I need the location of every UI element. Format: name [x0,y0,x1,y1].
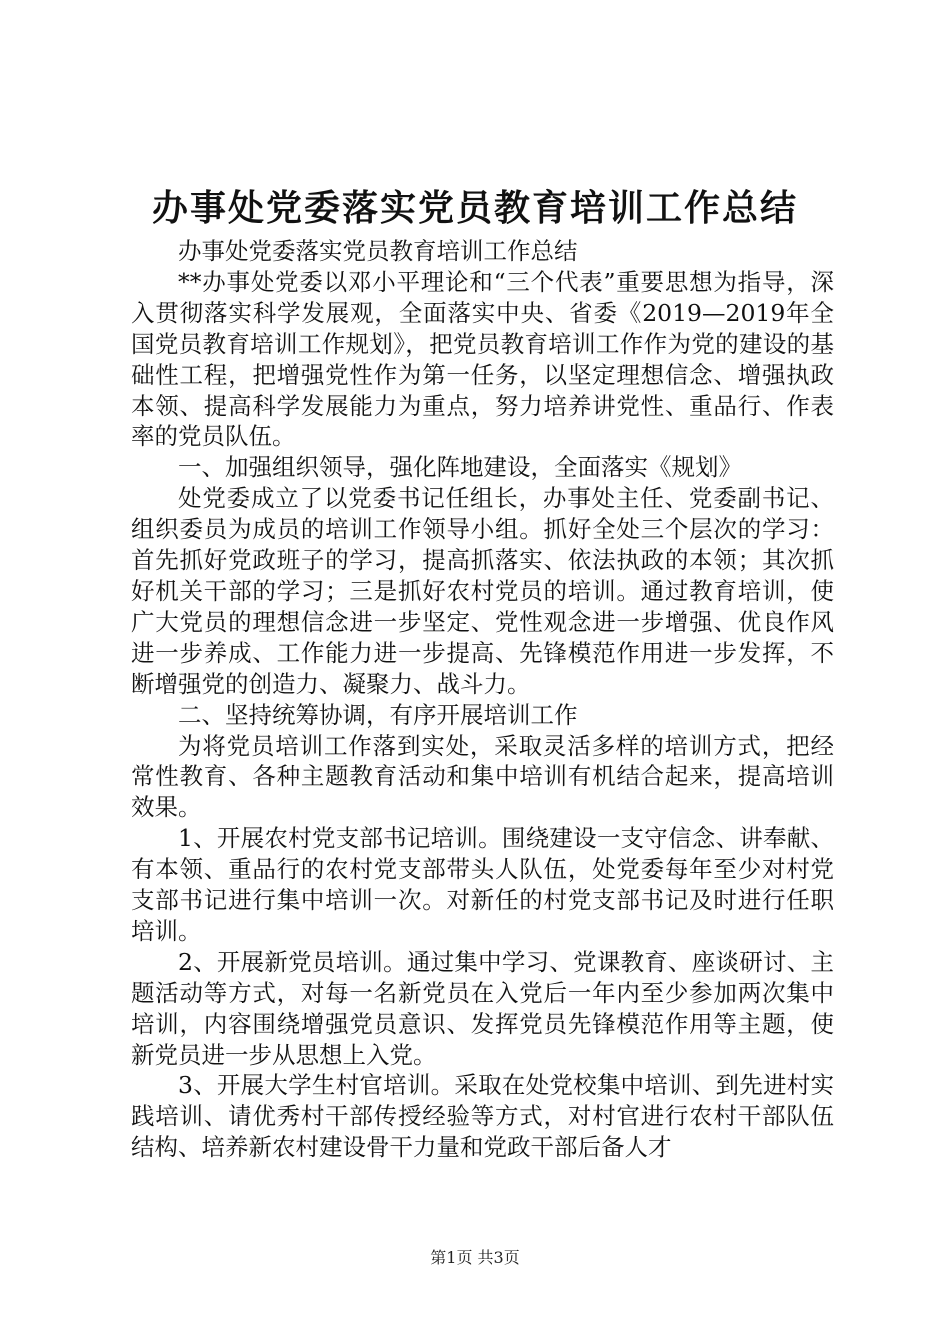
section-heading-1: 一、加强组织领导，强化阵地建设，全面落实《规划》 [178,453,742,482]
document-body [131,236,834,1163]
section-2-intro-paragraph: 为将党员培训工作落到实处，采取灵活多样的培训方式，把经常性教育、各种主题教育活动和集中培训有机结合起来，提高培训效果。 [131,731,834,822]
intro-paragraph: **办事处党委以邓小平理论和“三个代表”重要思想为指导，深入贯彻落实科学发展观，全面落实中央、省委《2019—2019年全国党员教育培训工作规划》，把党员教育培训工作作为党的建设的基础性工程，把增强党性作为第一任务，以坚定理想信念、增强执政本领、提高科学发展能力为重点，努力培养讲党性、重品行、作表率的党员队伍。 [131,267,834,451]
subtitle-paragraph: 办事处党委落实党员教育培训工作总结 [178,237,578,265]
page-footer: 第1页 共3页 [430,1248,520,1267]
item-3-paragraph: 3、开展大学生村官培训。采取在处党校集中培训、到先进村实践培训、请优秀村干部传授经验等方式，对村官进行农村干部队伍结构、培养新农村建设骨干力量和党政干部后备人才 [131,1071,834,1162]
section-heading-2: 二、坚持统筹协调，有序开展培训工作 [178,700,578,729]
item-1-paragraph: 1、开展农村党支部书记培训。围绕建设一支守信念、讲奉献、有本领、重品行的农村党支部带头人队伍，处党委每年至少对村党支部书记进行集中培训一次。对新任的村党支部书记及时进行任职培训。 [131,824,834,945]
document-title: 办事处党委落实党员教育培训工作总结 [151,187,798,229]
item-2-paragraph: 2、开展新党员培训。通过集中学习、党课教育、座谈研讨、主题活动等方式，对每一名新党员在入党后一年内至少参加两次集中培训，内容围绕增强党员意识、发挥党员先锋模范作用等主题，使新党员进一步从思想上入党。 [131,947,834,1069]
section-1-paragraph: 处党委成立了以党委书记任组长，办事处主任、党委副书记、组织委员为成员的培训工作领导小组。抓好全处三个层次的学习：首先抓好党政班子的学习，提高抓落实、依法执政的本领；其次抓好机关干部的学习；三是抓好农村党员的培训。通过教育培训，使广大党员的理想信念进一步坚定、党性观念进一步增强、优良作风进一步养成、工作能力进一步提高、先锋模范作用进一步发挥，不断增强党的创造力、凝聚力、战斗力。 [131,484,834,698]
